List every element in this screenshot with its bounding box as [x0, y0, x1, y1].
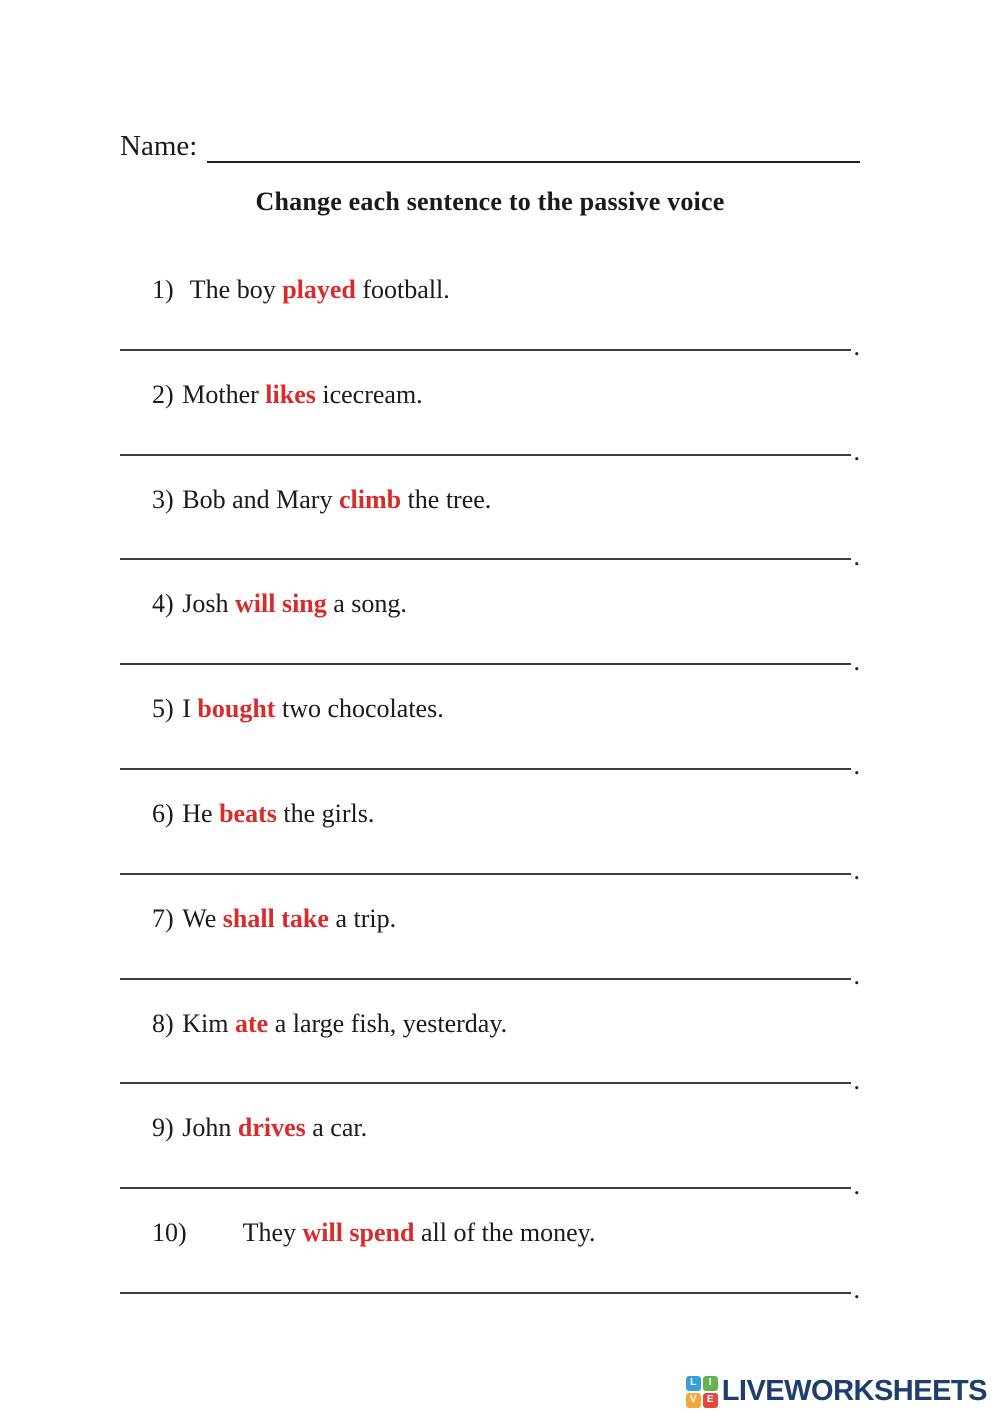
- highlighted-verb: drives: [237, 1113, 306, 1143]
- question-block: [120, 587, 860, 676]
- sentence-text-after-verb: a song.: [326, 589, 407, 619]
- answer-blank-line[interactable]: [120, 1275, 860, 1305]
- answer-rule[interactable]: [120, 345, 851, 351]
- answer-rule[interactable]: [120, 974, 851, 980]
- question-number: 9): [152, 1113, 174, 1143]
- question-number: 8): [152, 1008, 174, 1038]
- answer-rule[interactable]: [120, 764, 851, 770]
- sentence-text-after-verb: football.: [355, 275, 450, 304]
- sentence-text-after-verb: two chocolates.: [275, 694, 444, 724]
- highlighted-verb: climb: [338, 484, 402, 514]
- answer-line-period: .: [853, 1170, 860, 1200]
- answer-blank-line[interactable]: [120, 1170, 860, 1200]
- question-number: 6): [152, 798, 174, 828]
- question-sentence: [120, 587, 860, 621]
- liveworksheets-wordmark: LIVEWORKSHEETS: [721, 1375, 987, 1407]
- sentence-text-before-verb: We: [182, 903, 223, 933]
- sentence-text-before-verb: John: [182, 1113, 238, 1143]
- answer-rule[interactable]: [120, 450, 851, 456]
- question-sentence: [120, 902, 860, 936]
- highlighted-verb: will spend: [302, 1218, 415, 1248]
- answer-line-period: .: [853, 332, 860, 362]
- answer-blank-line[interactable]: [120, 856, 860, 886]
- answer-rule[interactable]: [120, 869, 851, 875]
- highlighted-verb: shall take: [222, 903, 329, 933]
- answer-line-period: .: [853, 751, 860, 781]
- highlighted-verb: bought: [197, 694, 276, 724]
- name-blank-line[interactable]: [207, 133, 860, 163]
- liveworksheets-branding: [686, 1375, 987, 1408]
- answer-blank-line[interactable]: [120, 437, 860, 467]
- answer-rule[interactable]: [120, 1078, 851, 1084]
- question-sentence: [120, 692, 860, 726]
- question-block: [120, 273, 860, 362]
- sentence-text-after-verb: all of the money.: [414, 1218, 596, 1248]
- answer-line-period: .: [853, 961, 860, 991]
- answer-blank-line[interactable]: [120, 541, 860, 571]
- question-block: [120, 1216, 860, 1305]
- logo-letter-v: V: [686, 1393, 701, 1408]
- sentence-text-before-verb: Josh: [182, 589, 235, 619]
- question-number: 3): [152, 484, 174, 514]
- highlighted-verb: will sing: [235, 589, 327, 619]
- question-sentence: [120, 1111, 860, 1145]
- answer-line-period: .: [853, 646, 860, 676]
- liveworksheets-logo-icon: [686, 1376, 718, 1408]
- answer-blank-line[interactable]: [120, 961, 860, 991]
- question-block: [120, 797, 860, 886]
- highlighted-verb: likes: [265, 379, 316, 409]
- question-number: 10): [152, 1218, 187, 1248]
- sentence-text-after-verb: a trip.: [328, 903, 397, 933]
- sentence-text-after-verb: the girls.: [276, 798, 375, 828]
- highlighted-verb: played: [282, 275, 356, 304]
- question-sentence: [120, 273, 860, 307]
- highlighted-verb: ate: [234, 1008, 269, 1038]
- question-block: [120, 692, 860, 781]
- question-list: [120, 273, 860, 1305]
- sentence-text-before-verb: Mother: [182, 379, 266, 409]
- answer-line-period: .: [853, 541, 860, 571]
- sentence-text-after-verb: the tree.: [401, 484, 492, 514]
- answer-line-period: .: [853, 437, 860, 467]
- question-sentence: [120, 1216, 860, 1250]
- logo-letter-e: E: [703, 1393, 718, 1408]
- sentence-text-after-verb: a car.: [305, 1113, 368, 1143]
- answer-line-period: .: [853, 1065, 860, 1095]
- answer-blank-line[interactable]: [120, 1065, 860, 1095]
- answer-blank-line[interactable]: [120, 332, 860, 362]
- sentence-text-before-verb: They: [242, 1218, 303, 1248]
- question-number: 4): [152, 589, 174, 619]
- answer-rule[interactable]: [120, 659, 851, 665]
- question-sentence: [120, 1007, 860, 1041]
- name-row: [120, 125, 860, 163]
- sentence-text-after-verb: icecream.: [315, 379, 423, 409]
- sentence-text-before-verb: Bob and Mary: [182, 484, 339, 514]
- sentence-text-after-verb: a large fish, yesterday.: [268, 1008, 508, 1038]
- answer-rule[interactable]: [120, 1288, 851, 1294]
- question-sentence: [120, 797, 860, 831]
- question-block: [120, 1007, 860, 1095]
- name-label: Name:: [120, 130, 198, 162]
- logo-letter-l: L: [686, 1376, 701, 1391]
- answer-line-period: .: [853, 1275, 860, 1305]
- answer-blank-line[interactable]: [120, 751, 860, 781]
- question-number: 2): [152, 379, 174, 409]
- page-title: Change each sentence to the passive voice: [255, 187, 725, 216]
- sentence-text-before-verb: Kim: [182, 1008, 235, 1038]
- highlighted-verb: beats: [219, 798, 277, 828]
- sentence-text-before-verb: The boy: [189, 275, 283, 304]
- question-sentence: [120, 483, 860, 517]
- answer-rule[interactable]: [120, 1183, 851, 1189]
- question-sentence: [120, 378, 860, 412]
- answer-rule[interactable]: [120, 554, 851, 560]
- question-block: [120, 378, 860, 467]
- question-block: [120, 902, 860, 991]
- question-number: 5): [152, 694, 174, 724]
- question-number: 1): [152, 275, 174, 304]
- sentence-text-before-verb: I: [182, 694, 198, 724]
- question-block: [120, 1111, 860, 1200]
- logo-letter-i: I: [703, 1376, 718, 1391]
- answer-line-period: .: [853, 856, 860, 886]
- sentence-text-before-verb: He: [182, 798, 220, 828]
- answer-blank-line[interactable]: [120, 646, 860, 676]
- question-number: 7): [152, 903, 174, 933]
- question-block: [120, 483, 860, 571]
